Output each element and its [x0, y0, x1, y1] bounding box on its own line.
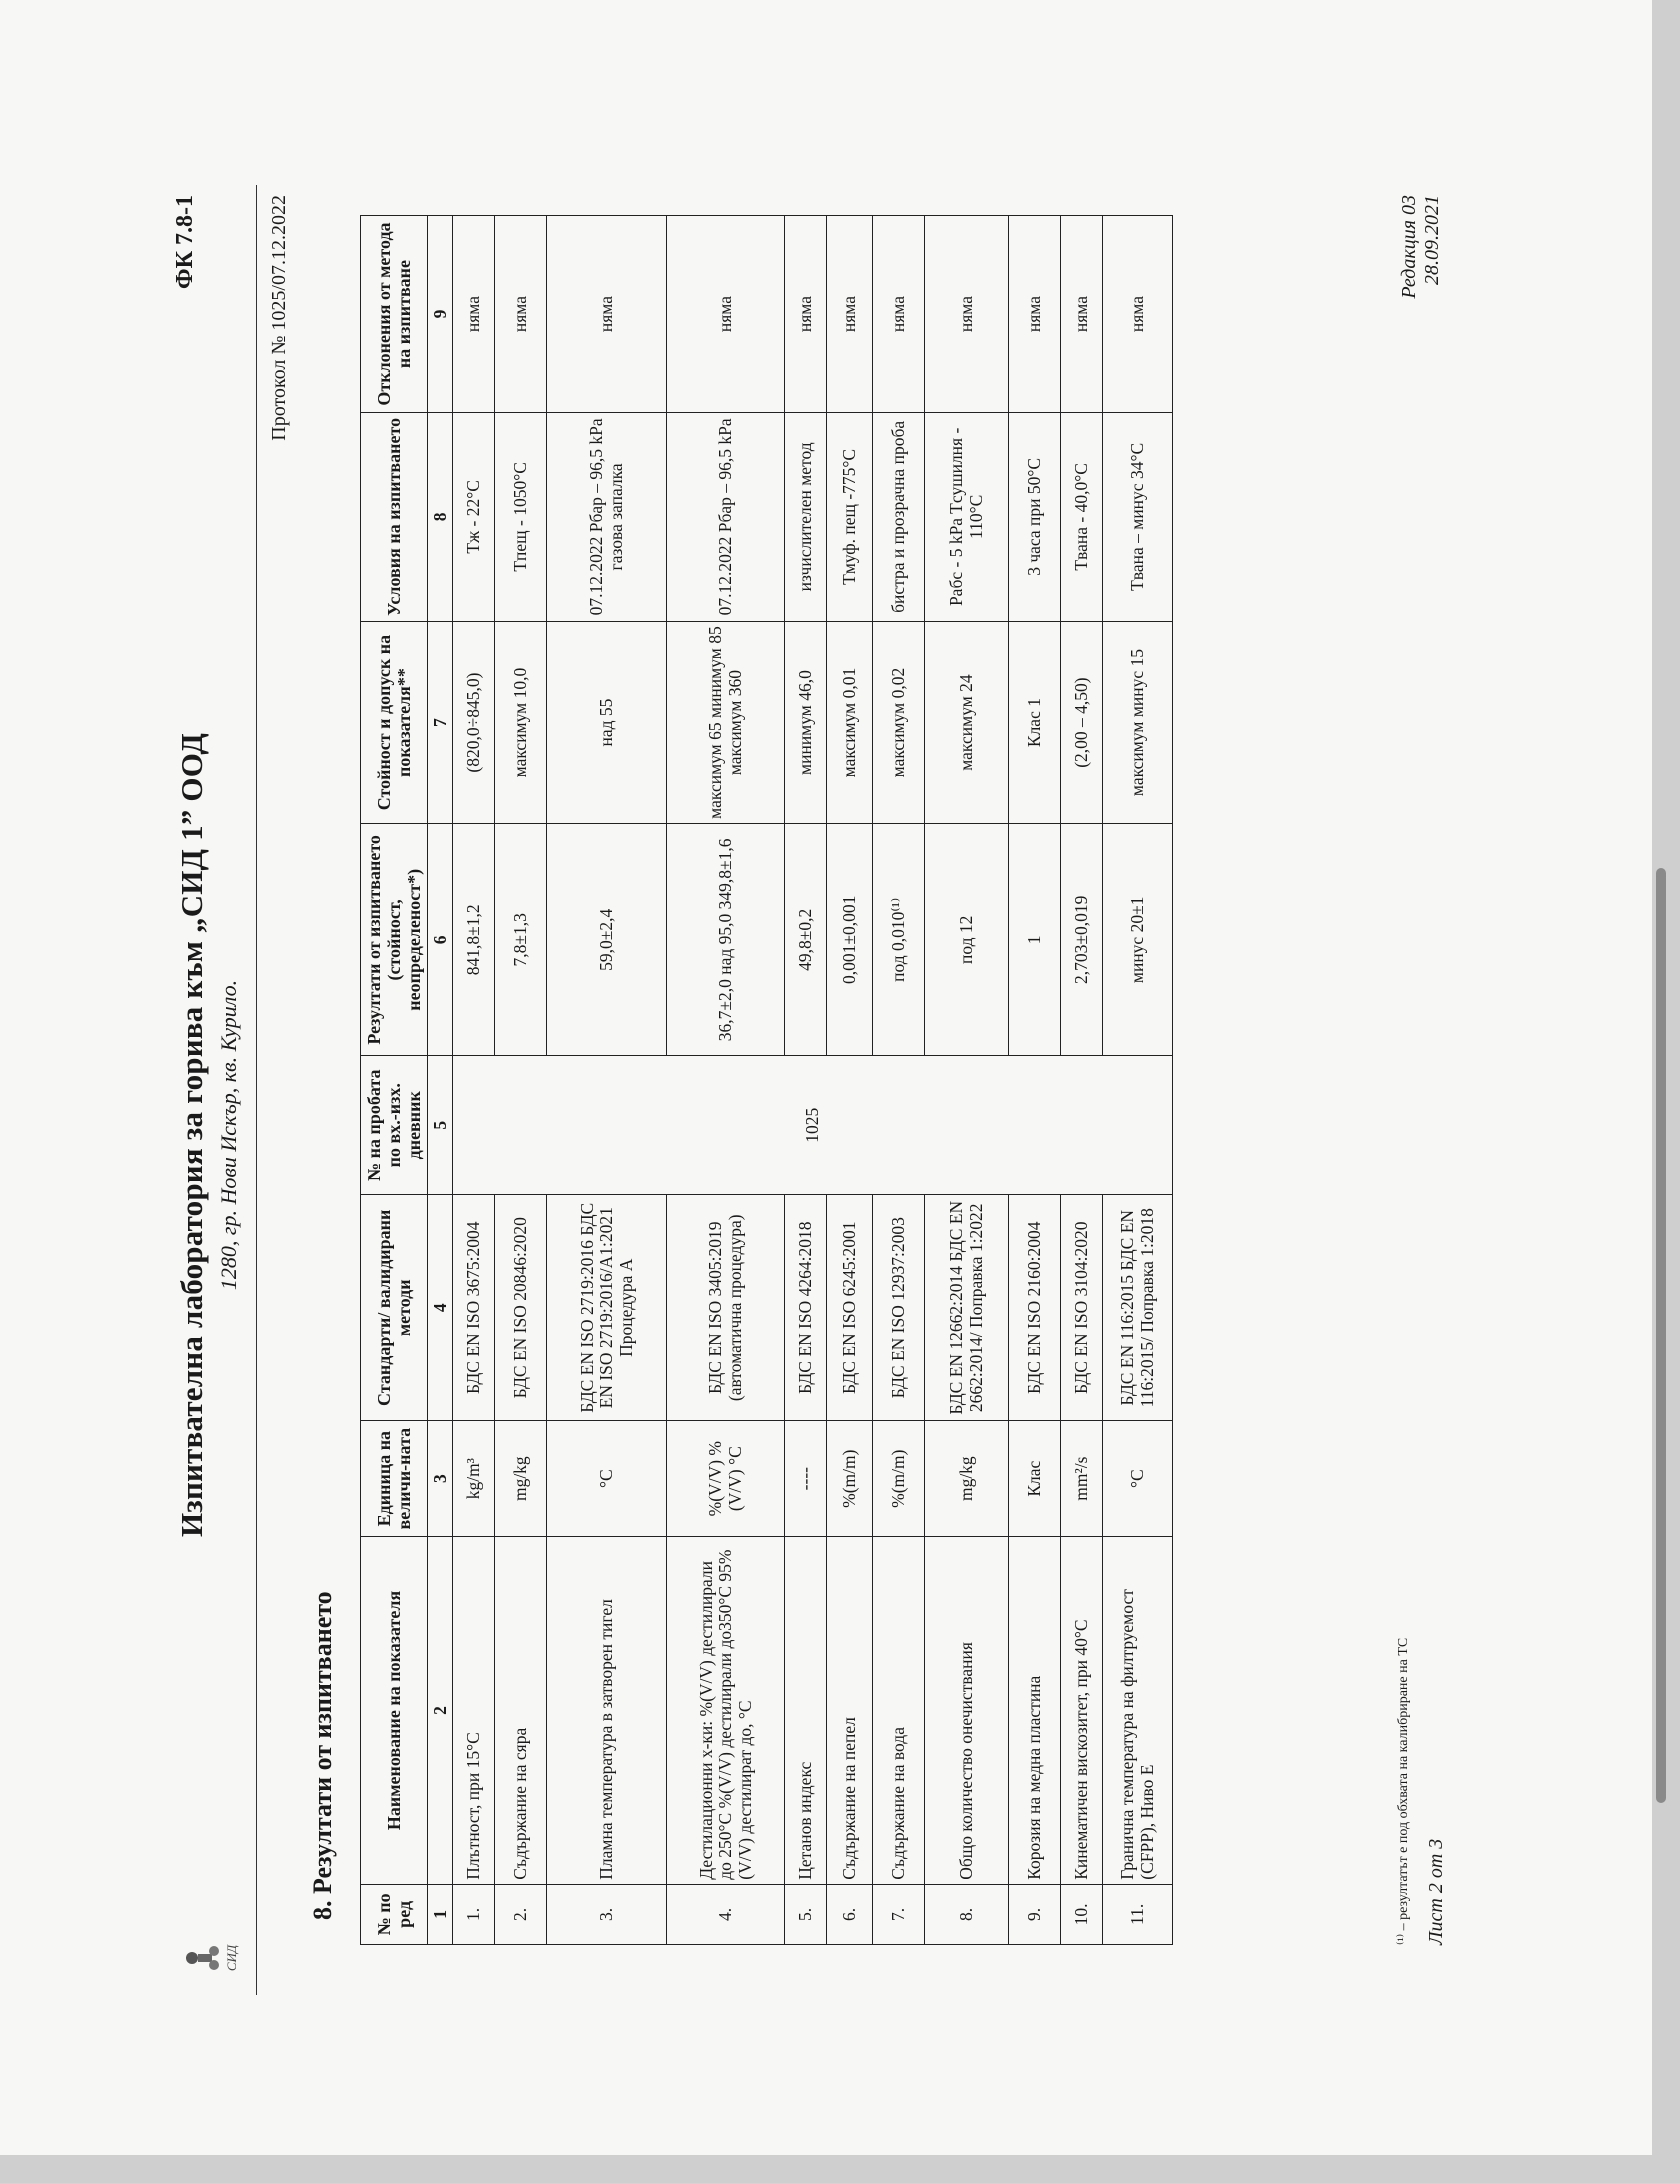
result: 59,0±2,4 [547, 824, 667, 1056]
row-number: 7. [873, 1884, 925, 1944]
lab-address: 1280, гр. Нови Искър, кв. Курило. [216, 979, 241, 1291]
test-conditions: Tмуф. пещ -775°C [827, 413, 873, 622]
method: БДС EN ISO 3675:2004 [453, 1195, 495, 1421]
method-deviation: няма [1103, 216, 1173, 413]
indicator-name: Общо количество онечиствания [925, 1537, 1009, 1885]
result: 841,8±1,2 [453, 824, 495, 1056]
indicator-name: Кинематичен вискозитет, при 40°С [1061, 1537, 1103, 1885]
header-cell: № по ред [361, 1884, 428, 1944]
result: под 0,010⁽¹⁾ [873, 824, 925, 1056]
result: 1 [1009, 824, 1061, 1056]
result: под 12 [925, 824, 1009, 1056]
column-number: 7 [428, 621, 453, 824]
vertical-scrollbar[interactable] [1656, 868, 1666, 1803]
limit-value: (820,0÷845,0) [453, 621, 495, 824]
indicator-name: Дестилационни х-ки: %(V/V) дестилирали до 250°С %(V/V) дестилирали до350°С 95%(V/V) дестилират до, °С [667, 1537, 785, 1885]
unit: mg/kg [495, 1421, 547, 1537]
unit: °С [547, 1421, 667, 1537]
sheet-number: Лист 2 от 3 [1425, 1838, 1447, 1945]
unit: °С [1103, 1421, 1173, 1537]
indicator-name: Съдържание на вода [873, 1537, 925, 1885]
method-deviation: няма [827, 216, 873, 413]
header-cell: Резултати от изпитването (стойност, неопределеност*) [361, 824, 428, 1056]
method: БДС EN ISO 3405:2019 (автоматична процедура) [667, 1195, 785, 1421]
limit-value: максимум минус 15 [1103, 621, 1173, 824]
column-number: 5 [428, 1056, 453, 1195]
indicator-name: Пламна температура в затворен тигел [547, 1537, 667, 1885]
column-number-row [428, 216, 453, 1945]
form-code: ФК 7.8-1 [172, 195, 198, 290]
unit: mg/kg [925, 1421, 1009, 1537]
method-deviation: няма [1061, 216, 1103, 413]
limit-value: минимум 46,0 [785, 621, 827, 824]
column-number: 9 [428, 216, 453, 413]
revision-label: Редакция 03 [1398, 195, 1420, 299]
results-table-body [453, 216, 1173, 1945]
limit-value: над 55 [547, 621, 667, 824]
test-conditions: 07.12.2022 Pбар – 96,5 kPa [667, 413, 785, 622]
method-deviation: няма [873, 216, 925, 413]
limit-value: максимум 24 [925, 621, 1009, 824]
test-conditions: Tвана - 40,0°С [1061, 413, 1103, 622]
method: БДС EN 116:2015 БДС EN 116:2015/ Поправка 1:2018 [1103, 1195, 1173, 1421]
indicator-name: Съдържание на пепел [827, 1537, 873, 1885]
header-cell: № на пробата по вх.-изх. дневник [361, 1056, 428, 1195]
unit: ---- [785, 1421, 827, 1537]
test-conditions: Tвана – минус 34°С [1103, 413, 1173, 622]
method-deviation: няма [453, 216, 495, 413]
test-conditions: Tж - 22°C [453, 413, 495, 622]
footnote: ⁽¹⁾ – резултатът е под обхвата на калибриране на ТС [1396, 1637, 1411, 1945]
indicator-name: Плътност, при 15°С [453, 1537, 495, 1885]
method: БДС EN ISO 4264:2018 [785, 1195, 827, 1421]
protocol-number: Протокол № 1025/07.12.2022 [268, 195, 290, 441]
test-conditions: бистра и прозрачна проба [873, 413, 925, 622]
test-conditions: 07.12.2022 Pбар – 96,5 kPa газова запалка [547, 413, 667, 622]
method-deviation: няма [495, 216, 547, 413]
column-number: 8 [428, 413, 453, 622]
test-conditions: 3 часа при 50°С [1009, 413, 1061, 622]
header-cell: Отклонения от метода на изпитване [361, 216, 428, 413]
result: 36,7±2,0 над 95,0 349,8±1,6 [667, 824, 785, 1056]
method: БДС EN ISO 3104:2020 [1061, 1195, 1103, 1421]
unit: kg/m³ [453, 1421, 495, 1537]
lab-name: Изпитвателна лаборатория за горива към „СИД 1” ООД [174, 732, 209, 1538]
header-cell: Единица на величи-ната [361, 1421, 428, 1537]
method-deviation: няма [1009, 216, 1061, 413]
method: БДС EN 12662:2014 БДС EN 2662:2014/ Поправка 1:2022 [925, 1195, 1009, 1421]
header-cell: Стандарти/ валидирани методи [361, 1195, 428, 1421]
logo-text: СИД [224, 1944, 239, 1972]
unit: %(V/V) %(V/V) °С [667, 1421, 785, 1537]
test-conditions: Pабс - 5 kPa Tсушилня - 110°C [925, 413, 1009, 622]
indicator-name: Гранична температура на филтруемост (CFPP), Ниво Е [1103, 1537, 1173, 1885]
method-deviation: няма [785, 216, 827, 413]
column-number: 4 [428, 1195, 453, 1421]
row-number: 2. [495, 1884, 547, 1944]
method: БДС EN ISO 2719:2016 БДС EN ISO 2719:2016/A1:2021 Процедура А [547, 1195, 667, 1421]
row-number: 8. [925, 1884, 1009, 1944]
column-number: 2 [428, 1537, 453, 1885]
row-number: 9. [1009, 1884, 1061, 1944]
limit-value: (2,00 – 4,50) [1061, 621, 1103, 824]
test-conditions: Tпещ - 1050°C [495, 413, 547, 622]
header-cell: Наименование на показателя [361, 1537, 428, 1885]
method-deviation: няма [547, 216, 667, 413]
unit: %(m/m) [873, 1421, 925, 1537]
result: 49,8±0,2 [785, 824, 827, 1056]
row-number: 10. [1061, 1884, 1103, 1944]
revision-info [1398, 195, 1444, 455]
indicator-name: Съдържание на сяра [495, 1537, 547, 1885]
row-number: 6. [827, 1884, 873, 1944]
sample-number: 1025 [453, 1056, 1173, 1195]
column-number: 6 [428, 824, 453, 1056]
method: БДС EN ISO 20846:2020 [495, 1195, 547, 1421]
result: 0,001±0,001 [827, 824, 873, 1056]
header-cell: Стойност и допуск на показателя** [361, 621, 428, 824]
unit: Клас [1009, 1421, 1061, 1537]
test-conditions: изчислителен метод [785, 413, 827, 622]
limit-value: максимум 0,02 [873, 621, 925, 824]
method-deviation: няма [925, 216, 1009, 413]
unit: %(m/m) [827, 1421, 873, 1537]
method-deviation: няма [667, 216, 785, 413]
limit-value: Клас 1 [1009, 621, 1061, 824]
row-number: 11. [1103, 1884, 1173, 1944]
unit: mm²/s [1061, 1421, 1103, 1537]
row-number: 1. [453, 1884, 495, 1944]
method: БДС EN ISO 12937:2003 [873, 1195, 925, 1421]
column-number: 1 [428, 1884, 453, 1944]
indicator-name: Корозия на медна пластина [1009, 1537, 1061, 1885]
header-cell: Условия на изпитването [361, 413, 428, 622]
section-title: 8. Резултати от изпитването [308, 1591, 337, 1920]
lab-logo-icon [176, 1923, 246, 1993]
result: 7,8±1,3 [495, 824, 547, 1056]
limit-value: максимум 10,0 [495, 621, 547, 824]
row-number: 5. [785, 1884, 827, 1944]
table-row [453, 216, 495, 1945]
revision-date: 28.09.2021 [1421, 195, 1443, 285]
method: БДС EN ISO 6245:2001 [827, 1195, 873, 1421]
rotated-page-content [160, 185, 1460, 2015]
row-number: 4. [667, 1884, 785, 1944]
result: минус 20±1 [1103, 824, 1173, 1056]
column-number: 3 [428, 1421, 453, 1537]
row-number: 3. [547, 1884, 667, 1944]
results-table [360, 215, 1173, 1945]
indicator-name: Цетанов индекс [785, 1537, 827, 1885]
result: 2,703±0,019 [1061, 824, 1103, 1056]
table-header-row [361, 216, 428, 1945]
limit-value: максимум 65 минимум 85 максимум 360 [667, 621, 785, 824]
method: БДС EN ISO 2160:2004 [1009, 1195, 1061, 1421]
header-divider [256, 185, 257, 1995]
limit-value: максимум 0,01 [827, 621, 873, 824]
